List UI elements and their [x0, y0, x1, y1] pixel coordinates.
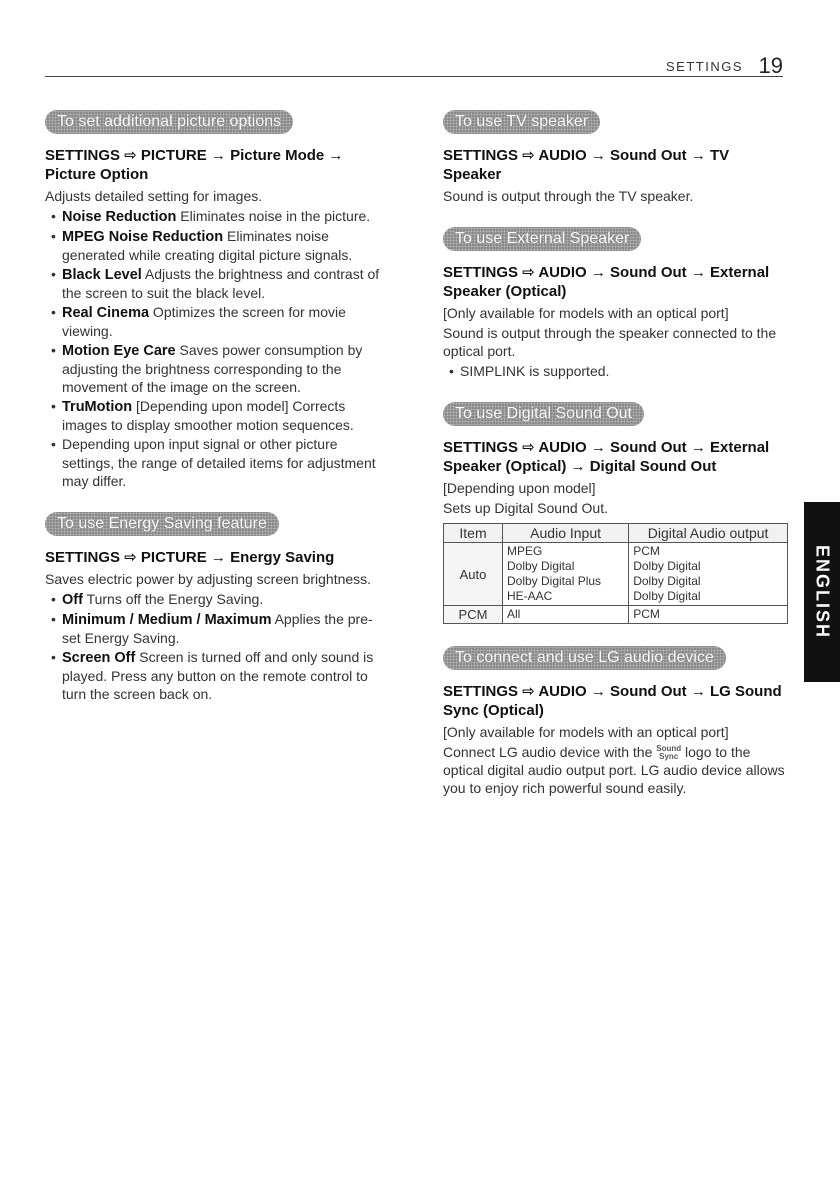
table-row [444, 606, 788, 624]
table-header: Digital Audio output [629, 524, 788, 543]
table-header: Audio Input [503, 524, 629, 543]
list-item: • Black Level Adjusts the brightness and contrast of the screen to suit the black level. [51, 266, 380, 301]
table-header-row [444, 524, 788, 543]
section-heading-digital-sound-out: To use Digital Sound Out [443, 402, 644, 426]
section-heading-external-speaker: To use External Speaker [443, 227, 641, 251]
section-note: [Only available for models with an optical port] [443, 305, 729, 321]
section-heading-tv-speaker: To use TV speaker [443, 110, 600, 134]
section-text: Sound is output through the TV speaker. [443, 188, 694, 204]
menu-path: SETTINGS ⇨ AUDIO → Sound Out → LG Sound Sync (Optical) [443, 683, 782, 719]
right-column [443, 110, 788, 819]
sound-sync-logo-icon: Sound Sync [656, 744, 682, 762]
list-item: • Motion Eye Care Saves power consumption by adjusting the brightness corresponding to the movement of the image on the screen. [51, 342, 363, 395]
section-text: Sound is output through the speaker connected to the optical port. [443, 325, 777, 359]
section-heading-lg-audio: To connect and use LG audio device [443, 646, 726, 670]
section-intro: Saves electric power by adjusting screen brightness. [45, 571, 372, 587]
table-header: Item [444, 524, 503, 543]
menu-path: SETTINGS ⇨ AUDIO → Sound Out → External Speaker (Optical) [443, 264, 770, 300]
tv-speaker-section [443, 110, 788, 205]
section-note: [Only available for models with an optical port] [443, 724, 729, 740]
table-cell-input: All [503, 606, 629, 624]
section-text: Connect LG audio device with the Sound Sync logo to the optical digital audio output port. LG audio device allows you to enjoy rich powerful sound easily. [443, 744, 785, 797]
bullet-list [45, 207, 390, 490]
list-item: • Minimum / Medium / Maximum Applies the pre-set Energy Saving. [51, 611, 373, 646]
menu-path: SETTINGS ⇨ AUDIO → Sound Out → TV Speaker [443, 147, 730, 183]
table-cell-output: PCM [629, 606, 788, 624]
digital-sound-out-section [443, 402, 788, 624]
list-item: • Noise Reduction Eliminates noise in the picture. [51, 208, 371, 225]
table-cell-item: Auto [444, 543, 503, 606]
list-item: • Depending upon input signal or other picture settings, the range of detailed items for adjustment may differ. [51, 436, 376, 489]
section-heading-picture-options: To set additional picture options [45, 110, 293, 134]
list-item: • MPEG Noise Reduction Eliminates noise generated while creating digital picture signals. [51, 228, 353, 263]
picture-options-section [45, 110, 390, 490]
list-item: • TruMotion [Depending upon model] Corrects images to display smoother motion sequences. [51, 398, 354, 433]
list-item: • Real Cinema Optimizes the screen for movie viewing. [51, 304, 346, 339]
table-cell-inputs: MPEG Dolby Digital Dolby Digital Plus HE-AAC [503, 543, 629, 606]
header-section-label: SETTINGS [665, 59, 743, 74]
digital-sound-out-table [443, 523, 788, 624]
left-column [45, 110, 390, 725]
menu-path: SETTINGS ⇨ AUDIO → Sound Out → External Speaker (Optical) → Digital Sound Out [443, 439, 770, 475]
table-row [444, 543, 788, 606]
lg-audio-section [443, 646, 788, 797]
page-header [45, 53, 783, 78]
list-item: • Off Turns off the Energy Saving. [51, 591, 264, 608]
side-tab-label: ENGLISH [812, 544, 833, 640]
menu-path: SETTINGS ⇨ PICTURE → Picture Mode → Picture Option [45, 147, 344, 183]
list-item: • Screen Off Screen is turned off and only sound is played. Press any button on the remote control to turn the screen back on. [51, 649, 374, 702]
bullet-list [45, 590, 390, 703]
menu-path: SETTINGS ⇨ PICTURE → Energy Saving [45, 549, 335, 566]
section-text: Sets up Digital Sound Out. [443, 500, 608, 516]
list-item: • SIMPLINK is supported. [449, 363, 610, 379]
energy-saving-section [45, 512, 390, 703]
external-speaker-section [443, 227, 788, 380]
section-intro: Adjusts detailed setting for images. [45, 188, 263, 204]
section-note: [Depending upon model] [443, 480, 596, 496]
bullet-list [443, 362, 788, 380]
page-number: 19 [758, 53, 783, 78]
section-heading-energy-saving: To use Energy Saving feature [45, 512, 279, 536]
table-cell-item: PCM [444, 606, 503, 624]
language-side-tab [804, 502, 840, 682]
table-cell-outputs: PCM Dolby Digital Dolby Digital Dolby Digital [629, 543, 788, 606]
